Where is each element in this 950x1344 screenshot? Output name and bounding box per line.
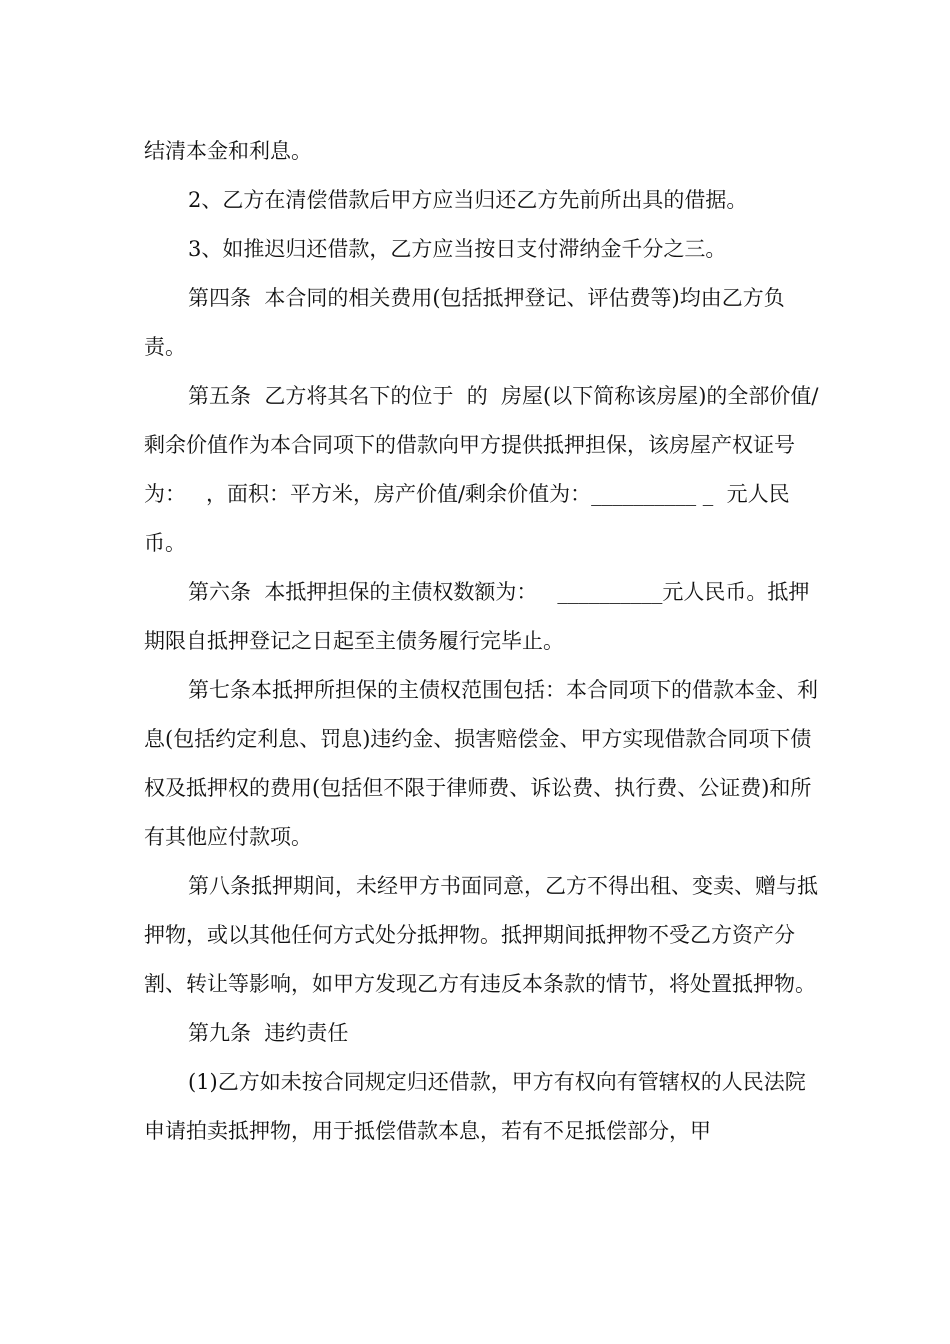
paragraph-continuation: 结清本金和利息。 — [144, 139, 312, 163]
paragraph-article-6: 第六条 本抵押担保的主债权数额为： __________元人民币。抵押期限自抵押登记之日起至主债务履行完毕止。 — [144, 580, 810, 653]
paragraph-clause-3: 3、如推迟归还借款，乙方应当按日支付滞纳金千分之三。 — [188, 237, 727, 261]
paragraph-clause-2: 2、乙方在清偿借款后甲方应当归还乙方先前所出具的借据。 — [188, 188, 748, 212]
paragraph-article-5: 第五条 乙方将其名下的位于 的 房屋(以下简称该房屋)的全部价值/剩余价值作为本合同项下的借款向甲方提供抵押担保，该房屋产权证号为： ，面积：平方米，房产价值/剩余价值为：__________ _ 元人民币。 — [144, 384, 819, 555]
document-body — [144, 127, 824, 1156]
paragraph-article-7: 第七条本抵押所担保的主债权范围包括：本合同项下的借款本金、利息(包括约定利息、罚息)违约金、损害赔偿金、甲方实现借款合同项下债权及抵押权的费用(包括但不限于律师费、诉讼费、执行费、公证费)和所有其他应付款项。 — [144, 678, 818, 849]
paragraph-article-9-heading: 第九条 违约责任 — [188, 1021, 349, 1045]
paragraph-article-8: 第八条抵押期间，未经甲方书面同意，乙方不得出租、变卖、赠与抵押物，或以其他任何方式处分抵押物。抵押期间抵押物不受乙方资产分割、转让等影响，如甲方发现乙方有违反本条款的情节，将处置抵押物。 — [144, 874, 818, 996]
paragraph-article-9-item-1: (1)乙方如未按合同规定归还借款，甲方有权向有管辖权的人民法院申请拍卖抵押物，用于抵偿借款本息，若有不足抵偿部分，甲 — [144, 1070, 806, 1143]
paragraph-article-4: 第四条 本合同的相关费用(包括抵押登记、评估费等)均由乙方负责。 — [144, 286, 785, 359]
